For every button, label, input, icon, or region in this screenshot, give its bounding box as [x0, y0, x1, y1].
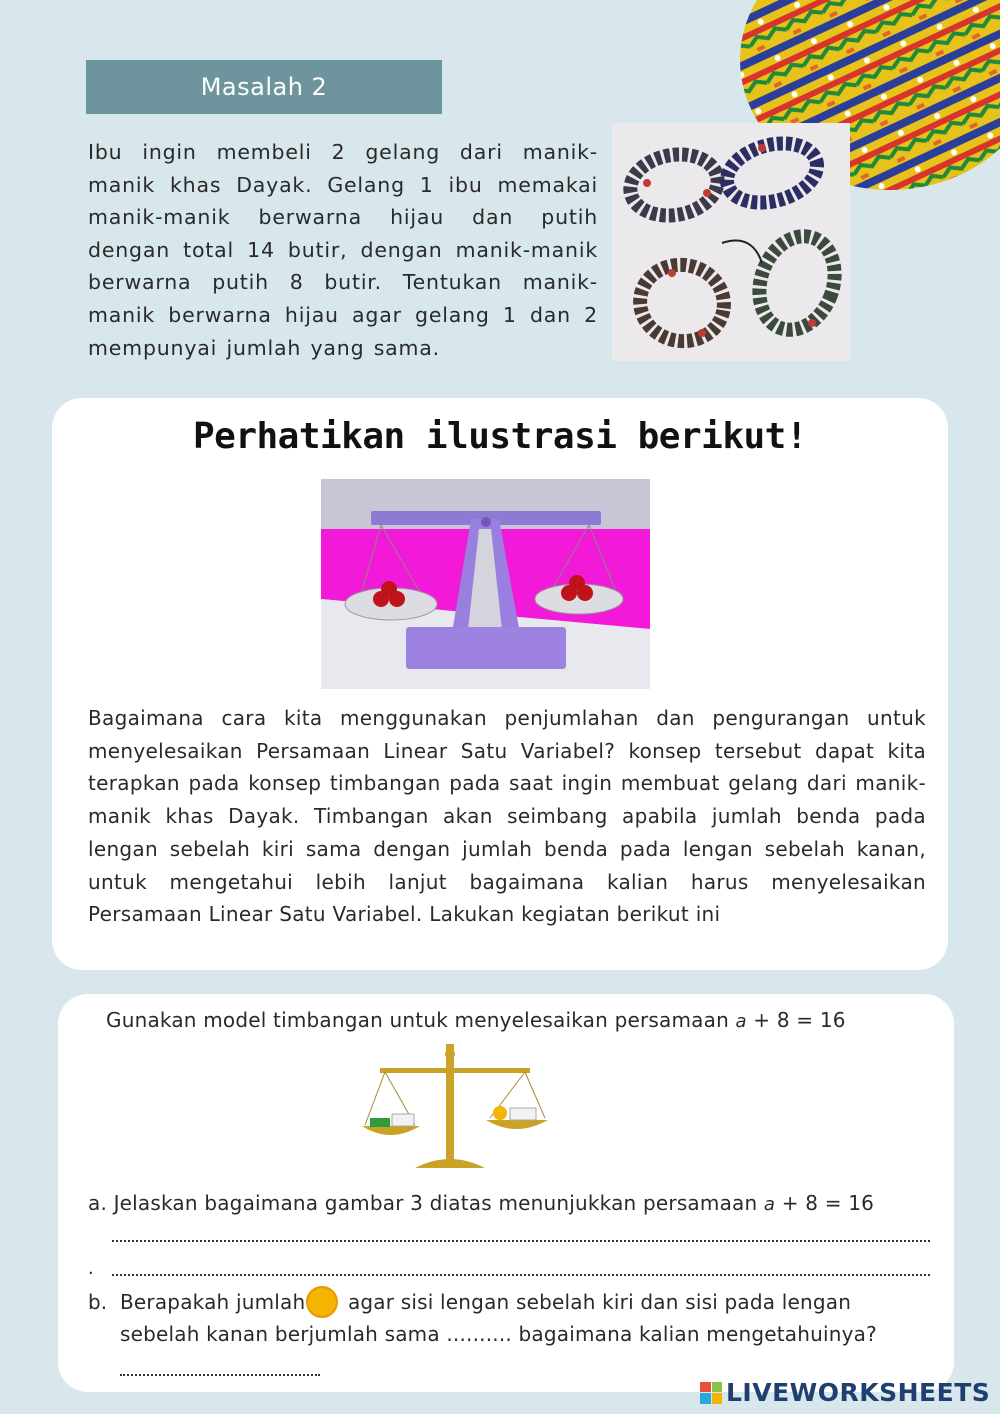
problem-text: Ibu ingin membeli 2 gelang dari manik-manik khas Dayak. Gelang 1 ibu memakai manik-manik berwarna hijau dan putih dengan total 14 butir, dengan manik-manik berwarna putih 8 butir. Tentukan manik-manik berwarna hijau agar gelang 1 dan 2 mempunyai jumlah yang sama. [88, 140, 598, 360]
question-b-part2: agar sisi lengan sebelah kiri dan sisi pada lengan [341, 1290, 852, 1314]
question-a-equation: + 8 = 16 [775, 1191, 875, 1215]
illustration-heading: Perhatikan ilustrasi berikut! [192, 416, 808, 457]
instruction-prefix: Gunakan model timbangan untuk menyelesaikan persamaan [106, 1008, 736, 1032]
answer-a-dot: . [88, 1258, 94, 1279]
illustration-explanation: Bagaimana cara kita menggunakan penjumlahan dan pengurangan untuk menyelesaikan Persamaan Linear Satu Variabel? konsep tersebut dapat kita terapkan pada konsep timbangan pada saat ingin membuat gelang dari manik-manik khas Dayak. Timbangan akan seimbang apabila jumlah benda pada lengan sebelah kiri sama dengan jumlah benda pada lengan sebelah kanan, untuk mengetahui lebih lanjut bagaimana kalian harus menyelesaikan Persamaan Linear Satu Variabel. Lakukan kegiatan berikut ini [88, 706, 926, 927]
question-a [88, 1191, 874, 1215]
equation-rest: + 8 = 16 [746, 1008, 846, 1032]
answer-b-line[interactable] [120, 1374, 320, 1376]
logo-text: LIVEWORKSHEETS [726, 1378, 991, 1407]
liveworksheets-icon [700, 1382, 722, 1404]
question-b-line-1 [120, 1290, 851, 1314]
question-b-label: b. [88, 1290, 108, 1314]
liveworksheets-logo [700, 1378, 990, 1407]
answer-a-line-2[interactable] [112, 1274, 930, 1276]
equation-variable: a [735, 1011, 747, 1032]
bracelet-photo [612, 123, 850, 361]
gold-balance-scale-image [340, 1040, 570, 1180]
question-a-variable: a [763, 1194, 776, 1215]
activity-instruction [106, 1008, 846, 1032]
problem-title: Masalah 2 [86, 60, 442, 114]
question-b-line-2: sebelah kanan berjumlah sama .......... bagaimana kalian mengetahuinya? [120, 1322, 877, 1346]
answer-a-line-1[interactable] [112, 1240, 930, 1242]
balance-scale-photo [321, 479, 650, 689]
question-a-label: a. Jelaskan bagaimana gambar 3 diatas menunjukkan persamaan [88, 1191, 764, 1215]
question-b-part1: Berapakah jumlah [120, 1290, 306, 1314]
